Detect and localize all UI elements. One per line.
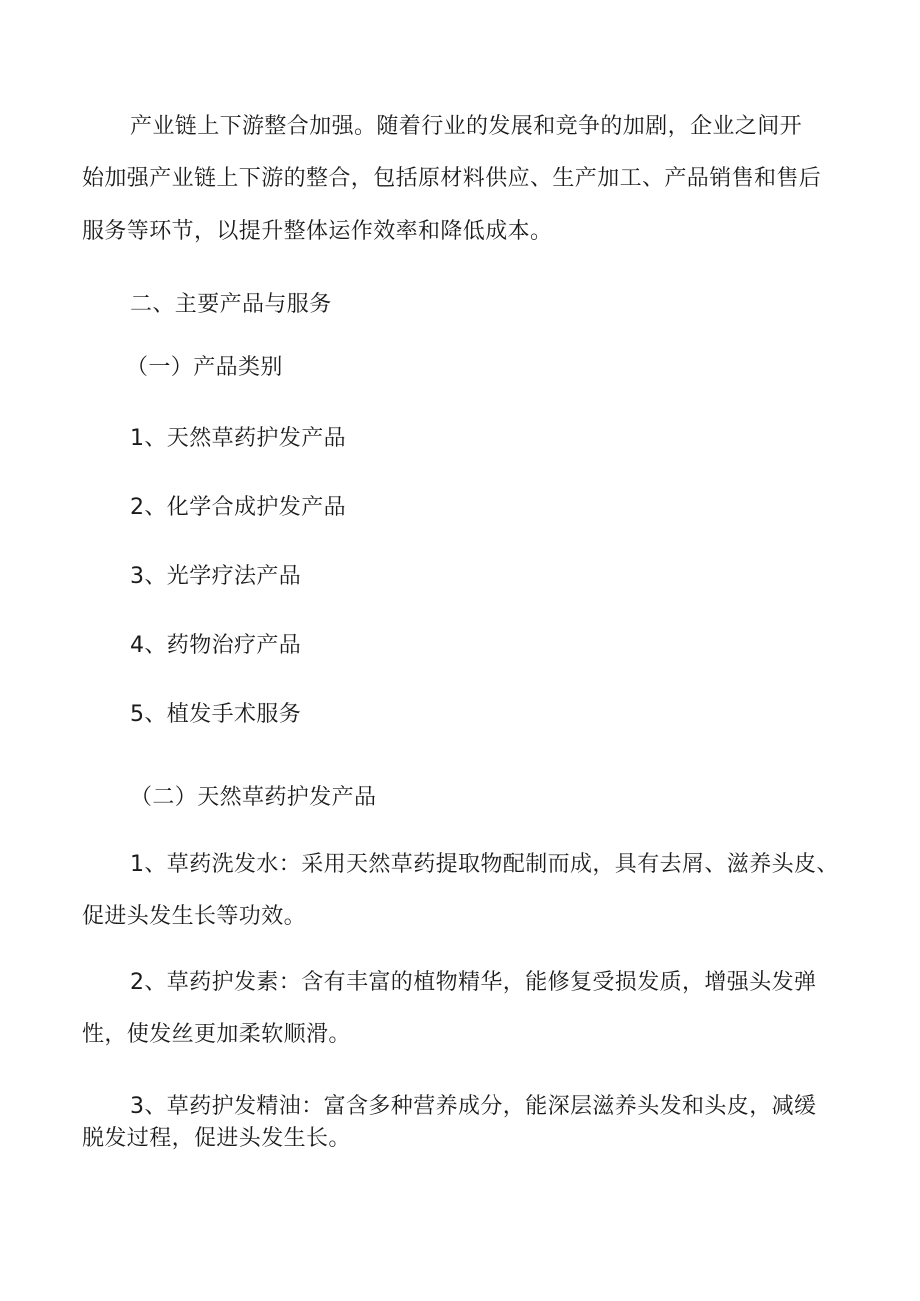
paragraph-line: 性，使发丝更加柔软顺滑。: [82, 1022, 351, 1047]
list-item: 2、化学合成护发产品: [130, 495, 346, 520]
paragraph-line: 促进头发生长等功效。: [82, 904, 307, 929]
paragraph-line: 产业链上下游整合加强。随着行业的发展和竞争的加剧，企业之间开: [130, 114, 803, 139]
paragraph-line: 3、草药护发精油：富含多种营养成分，能深层滋养头发和头皮，减缓: [130, 1094, 817, 1119]
paragraph-line: 2、草药护发素：含有丰富的植物精华，能修复受损发质，增强头发弹: [130, 970, 817, 995]
subsection-heading: （一）产品类别: [126, 355, 283, 380]
list-item: 5、植发手术服务: [130, 702, 302, 727]
paragraph-line: 服务等环节，以提升整体运作效率和降低成本。: [82, 219, 553, 244]
list-item: 3、光学疗法产品: [130, 564, 302, 589]
list-item: 4、药物治疗产品: [130, 633, 302, 658]
section-heading: 二、主要产品与服务: [130, 292, 332, 317]
paragraph-line: 脱发过程，促进头发生长。: [82, 1126, 351, 1151]
subsection-heading: （二）天然草药护发产品: [130, 785, 377, 810]
paragraph-line: 1、草药洗发水：采用天然草药提取物配制而成，具有去屑、滋养头皮、: [130, 852, 839, 877]
paragraph-line: 始加强产业链上下游的整合，包括原材料供应、生产加工、产品销售和售后: [82, 166, 822, 191]
list-item: 1、天然草药护发产品: [130, 426, 346, 451]
